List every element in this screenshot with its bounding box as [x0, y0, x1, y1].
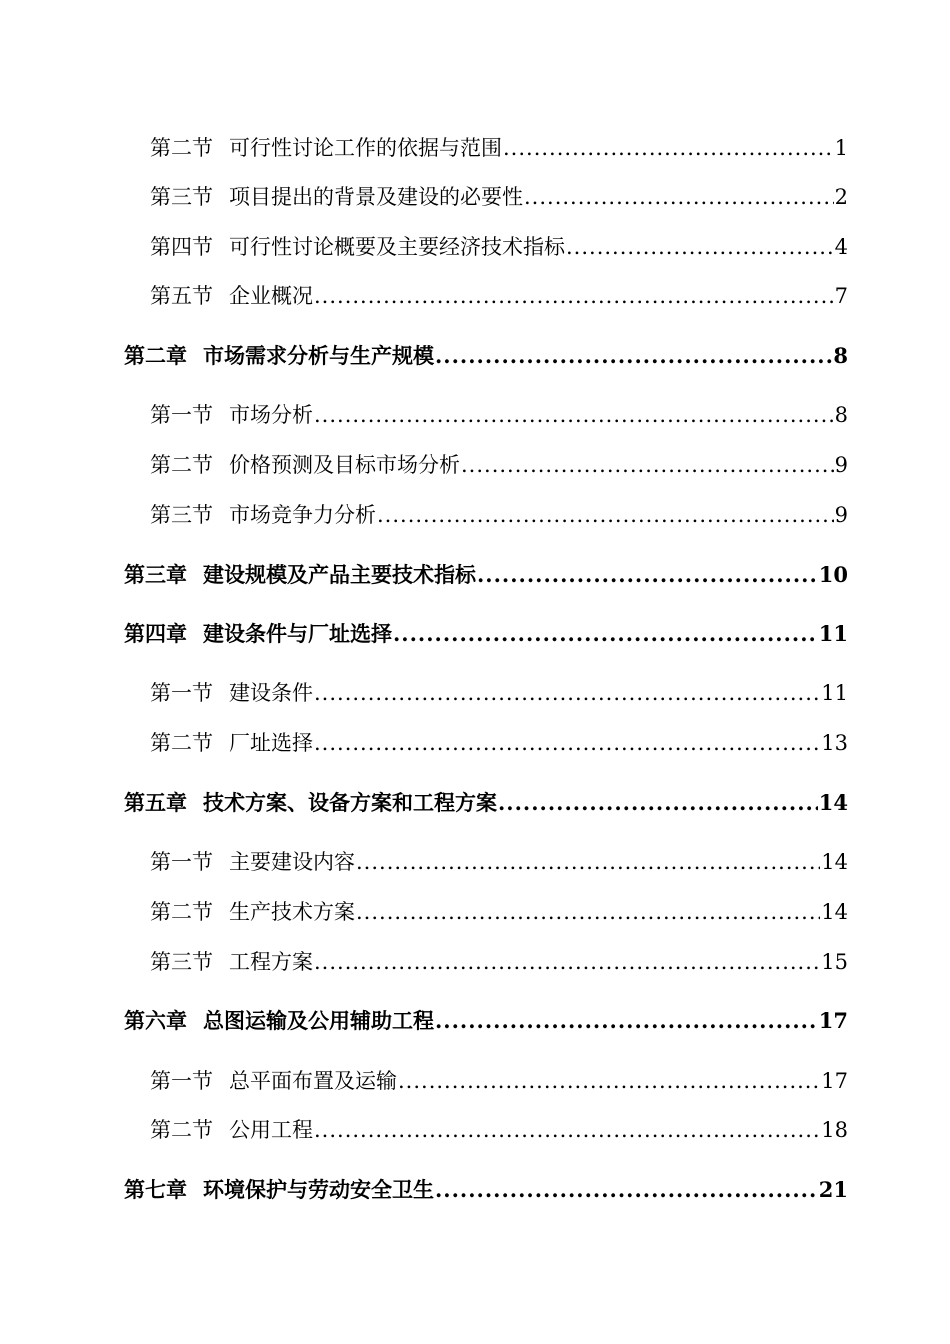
toc-entry-title: 市场竞争力分析 — [229, 503, 376, 527]
toc-entry-page: 21 — [818, 1177, 848, 1202]
dot-leader — [356, 896, 820, 928]
toc-entry-chapter[interactable] — [124, 1005, 848, 1037]
toc-entry-page: 8 — [834, 403, 848, 427]
toc-entry-page: 7 — [834, 284, 848, 308]
toc-entry-title: 市场需求分析与生产规模 — [203, 343, 434, 368]
toc-entry-title: 可行性讨论概要及主要经济技术指标 — [229, 235, 565, 259]
toc-entry-number: 第三节 — [150, 185, 213, 209]
toc-entry-page: 1 — [834, 136, 848, 160]
toc-entry-page: 17 — [818, 1008, 848, 1033]
toc-entry-number: 第四章 — [124, 621, 187, 646]
toc-entry-number: 第三章 — [124, 562, 187, 587]
dot-leader — [524, 181, 834, 213]
toc-entry-chapter[interactable] — [124, 618, 848, 650]
toc-entry-section[interactable] — [150, 399, 848, 431]
toc-entry-title: 生产技术方案 — [229, 900, 355, 924]
toc-entry-section[interactable] — [150, 132, 848, 164]
toc-entry-page: 17 — [821, 1069, 848, 1093]
toc-entry-title: 总图运输及公用辅助工程 — [203, 1008, 434, 1033]
dot-leader — [435, 1005, 818, 1037]
toc-entry-chapter[interactable] — [124, 559, 848, 591]
dot-leader — [435, 340, 832, 372]
dot-leader — [314, 1114, 820, 1146]
toc-entry-number: 第二节 — [150, 136, 213, 160]
toc-entry-page: 11 — [818, 621, 848, 646]
toc-entry-title: 可行性讨论工作的依据与范围 — [229, 136, 502, 160]
toc-entry-number: 第三节 — [150, 503, 213, 527]
toc-entry-title: 厂址选择 — [229, 731, 313, 755]
toc-entry-number: 第七章 — [124, 1177, 187, 1202]
toc-entry-page: 2 — [834, 185, 848, 209]
dot-leader — [477, 559, 818, 591]
toc-entry-page: 9 — [834, 503, 848, 527]
toc-entry-section[interactable] — [150, 846, 848, 878]
toc-entry-number: 第六章 — [124, 1008, 187, 1033]
toc-entry-number: 第一节 — [150, 850, 213, 874]
toc-entry-title: 建设条件与厂址选择 — [203, 621, 392, 646]
toc-entry-number: 第一节 — [150, 403, 213, 427]
toc-entry-chapter[interactable] — [124, 787, 848, 819]
toc-entry-page: 14 — [821, 850, 848, 874]
toc-entry-title: 主要建设内容 — [229, 850, 355, 874]
dot-leader — [498, 787, 818, 819]
toc-entry-page: 4 — [834, 235, 848, 259]
toc-entry-number: 第一节 — [150, 1069, 213, 1093]
toc-entry-number: 第五章 — [124, 790, 187, 815]
dot-leader — [435, 1174, 818, 1206]
toc-entry-title: 环境保护与劳动安全卫生 — [203, 1177, 434, 1202]
toc-entry-page: 15 — [821, 950, 848, 974]
toc-entry-title: 企业概况 — [229, 284, 313, 308]
toc-entry-number: 第二节 — [150, 731, 213, 755]
dot-leader — [377, 499, 834, 531]
toc-entry-section[interactable] — [150, 181, 848, 213]
toc-entry-section[interactable] — [150, 280, 848, 312]
toc-entry-title: 技术方案、设备方案和工程方案 — [203, 790, 497, 815]
toc-entry-number: 第三节 — [150, 950, 213, 974]
toc-entry-section[interactable] — [150, 677, 848, 709]
toc-entry-section[interactable] — [150, 449, 848, 481]
dot-leader — [398, 1065, 820, 1097]
toc-entry-number: 第四节 — [150, 235, 213, 259]
toc-entry-page: 11 — [821, 681, 848, 705]
toc-entry-section[interactable] — [150, 727, 848, 759]
toc-entry-section[interactable] — [150, 896, 848, 928]
toc-entry-section[interactable] — [150, 946, 848, 978]
dot-leader — [314, 399, 834, 431]
toc-entry-page: 14 — [821, 900, 848, 924]
toc-entry-number: 第五节 — [150, 284, 213, 308]
toc-entry-number: 第二节 — [150, 453, 213, 477]
toc-entry-chapter[interactable] — [124, 1174, 848, 1206]
dot-leader — [314, 280, 834, 312]
dot-leader — [314, 727, 820, 759]
toc-entry-section[interactable] — [150, 1065, 848, 1097]
dot-leader — [314, 946, 820, 978]
dot-leader — [461, 449, 834, 481]
toc-entry-section[interactable] — [150, 231, 848, 263]
dot-leader — [314, 677, 820, 709]
dot-leader — [503, 132, 834, 164]
toc-entry-page: 18 — [821, 1118, 848, 1142]
toc-entry-number: 第一节 — [150, 681, 213, 705]
toc-entry-number: 第二节 — [150, 900, 213, 924]
dot-leader — [356, 846, 820, 878]
toc-entry-title: 建设条件 — [229, 681, 313, 705]
toc-entry-chapter[interactable] — [124, 340, 848, 372]
toc-entry-title: 项目提出的背景及建设的必要性 — [229, 185, 523, 209]
dot-leader — [393, 618, 818, 650]
toc-entry-page: 14 — [818, 790, 848, 815]
toc-entry-title: 价格预测及目标市场分析 — [229, 453, 460, 477]
toc-entry-title: 市场分析 — [229, 403, 313, 427]
toc-entry-title: 工程方案 — [229, 950, 313, 974]
toc-entry-section[interactable] — [150, 499, 848, 531]
toc-entry-title: 建设规模及产品主要技术指标 — [203, 562, 476, 587]
toc-entry-title: 总平面布置及运输 — [229, 1069, 397, 1093]
toc-entry-page: 8 — [833, 343, 848, 368]
toc-entry-section[interactable] — [150, 1114, 848, 1146]
toc-entry-page: 9 — [834, 453, 848, 477]
toc-entry-page: 10 — [818, 562, 848, 587]
toc-entry-title: 公用工程 — [229, 1118, 313, 1142]
toc-entry-number: 第二章 — [124, 343, 187, 368]
dot-leader — [566, 231, 834, 263]
toc-entry-number: 第二节 — [150, 1118, 213, 1142]
toc-entry-page: 13 — [821, 731, 848, 755]
